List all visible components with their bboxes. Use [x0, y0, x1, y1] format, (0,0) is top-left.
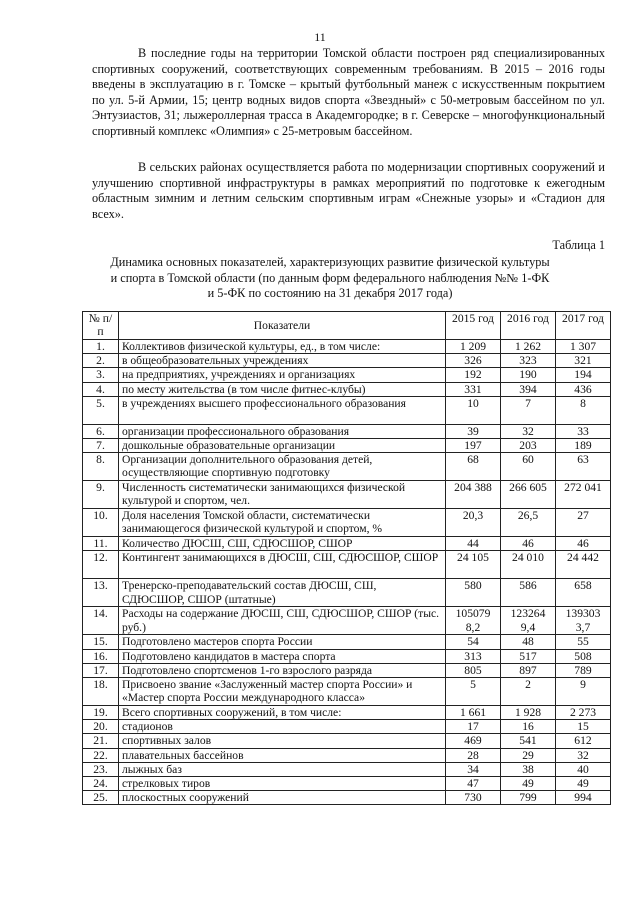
row-value-2016: 394	[501, 382, 556, 396]
row-indicator: Доля населения Томской области, систематически занимающегося физической культурой и спортом, %	[119, 509, 446, 537]
row-value-2016: 48	[501, 635, 556, 649]
table-row	[83, 649, 611, 663]
row-value-2015: 105079 8,2	[446, 607, 501, 635]
row-indicator: Подготовлено мастеров спорта России	[119, 635, 446, 649]
row-number: 20.	[83, 720, 119, 734]
table-row	[83, 762, 611, 776]
row-value-2017: 1 307	[556, 340, 611, 354]
paragraph-sports-facilities: В последние годы на территории Томской области построен ряд специализированных спортивных сооружений, соответствующих современным требованиям. В 2015 – 2016 годы введены в эксплуатацию в г. Томске – крытый футбольный манеж с искусственным покрытием по ул. 5-й Армии, 15; центр водных видов спорта «Звездный» с 50-метровым бассейном по ул. Энтузиастов, 31; лыжероллерная трасса в Академгородке; в г. Северске – многофункциональный спортивный комплекс «Олимпия» с 25-метровым бассейном.	[92, 46, 605, 138]
table-row	[83, 368, 611, 382]
row-value-2016: 541	[501, 734, 556, 748]
row-number: 1.	[83, 340, 119, 354]
table-row	[83, 424, 611, 438]
row-value-2017: 189	[556, 439, 611, 453]
row-number: 24.	[83, 777, 119, 791]
row-value-2015: 39	[446, 424, 501, 438]
table-row	[83, 453, 611, 481]
paragraph-rural-areas: В сельских районах осуществляется работа по модернизации спортивных сооружений и улучшению спортивной инфраструктуры в рамках мероприятий по подготовке к ежегодным областным зимним и летним сельским спортивным играм «Снежные узоры» и «Стадион для всех».	[92, 160, 605, 221]
table-caption: Динамика основных показателей, характеризующих развитие физической культуры и спорта в Томской области (по данным форм федерального наблюдения №№ 1-ФК и 5-ФК по состоянию на 31 декабря 2017 года)	[110, 255, 550, 301]
row-number: 17.	[83, 663, 119, 677]
row-number: 18.	[83, 678, 119, 706]
row-number: 7.	[83, 439, 119, 453]
row-value-2015: 20,3	[446, 509, 501, 537]
row-value-2017: 789	[556, 663, 611, 677]
row-value-2016: 323	[501, 354, 556, 368]
row-number: 22.	[83, 748, 119, 762]
row-number: 4.	[83, 382, 119, 396]
row-number: 15.	[83, 635, 119, 649]
header-indicator: Показатели	[119, 312, 446, 340]
row-value-2015: 1 661	[446, 706, 501, 720]
row-indicator: Тренерско-преподавательский состав ДЮСШ, СШ, СДЮСШОР, СШОР (штатные)	[119, 579, 446, 607]
row-indicator: Коллективов физической культуры, ед., в том числе:	[119, 340, 446, 354]
row-indicator: дошкольные образовательные организации	[119, 439, 446, 453]
table-row	[83, 481, 611, 509]
row-indicator: Количество ДЮСШ, СШ, СДЮСШОР, СШОР	[119, 537, 446, 551]
table-row	[83, 734, 611, 748]
table-label: Таблица 1	[552, 238, 605, 252]
row-value-2015: 580	[446, 579, 501, 607]
row-value-2016: 26,5	[501, 509, 556, 537]
row-value-2016: 16	[501, 720, 556, 734]
row-value-2015: 44	[446, 537, 501, 551]
row-indicator: Присвоено звание «Заслуженный мастер спорта России» и «Мастер спорта России международного класса»	[119, 678, 446, 706]
row-value-2016: 586	[501, 579, 556, 607]
row-number: 25.	[83, 791, 119, 805]
row-value-2017: 49	[556, 777, 611, 791]
row-indicator: на предприятиях, учреждениях и организациях	[119, 368, 446, 382]
row-value-2017: 33	[556, 424, 611, 438]
row-value-2015: 17	[446, 720, 501, 734]
page-number: 11	[314, 30, 326, 44]
table-row	[83, 340, 611, 354]
row-number: 10.	[83, 509, 119, 537]
row-value-2017: 32	[556, 748, 611, 762]
row-value-2017: 321	[556, 354, 611, 368]
row-number: 9.	[83, 481, 119, 509]
row-value-2017: 27	[556, 509, 611, 537]
row-value-2016: 38	[501, 762, 556, 776]
row-value-2015: 331	[446, 382, 501, 396]
row-value-2017: 508	[556, 649, 611, 663]
row-value-2017: 9	[556, 678, 611, 706]
row-indicator: Численность систематически занимающихся физической культурой и спортом, чел.	[119, 481, 446, 509]
row-value-2015: 28	[446, 748, 501, 762]
row-number: 14.	[83, 607, 119, 635]
row-number: 23.	[83, 762, 119, 776]
row-indicator: плоскостных сооружений	[119, 791, 446, 805]
row-value-2015: 192	[446, 368, 501, 382]
row-value-2016: 799	[501, 791, 556, 805]
row-number: 2.	[83, 354, 119, 368]
table-row	[83, 748, 611, 762]
row-value-2016: 266 605	[501, 481, 556, 509]
row-value-2017: 272 041	[556, 481, 611, 509]
row-indicator: стрелковых тиров	[119, 777, 446, 791]
row-value-2017: 658	[556, 579, 611, 607]
header-2017: 2017 год	[556, 312, 611, 340]
row-indicator: лыжных баз	[119, 762, 446, 776]
header-num: № п/п	[83, 312, 119, 340]
row-value-2017: 55	[556, 635, 611, 649]
row-number: 6.	[83, 424, 119, 438]
row-value-2017: 40	[556, 762, 611, 776]
row-indicator: спортивных залов	[119, 734, 446, 748]
row-indicator: организации профессионального образования	[119, 424, 446, 438]
row-indicator: в общеобразовательных учреждениях	[119, 354, 446, 368]
row-value-2017: 612	[556, 734, 611, 748]
table-row	[83, 382, 611, 396]
row-indicator: стадионов	[119, 720, 446, 734]
row-value-2015: 313	[446, 649, 501, 663]
row-number: 21.	[83, 734, 119, 748]
row-value-2016: 7	[501, 396, 556, 424]
table-row	[83, 720, 611, 734]
table-row	[83, 706, 611, 720]
row-value-2015: 10	[446, 396, 501, 424]
row-indicator: Подготовлено спортсменов 1-го взрослого разряда	[119, 663, 446, 677]
row-value-2015: 469	[446, 734, 501, 748]
row-value-2016: 60	[501, 453, 556, 481]
row-value-2015: 5	[446, 678, 501, 706]
row-indicator: по месту жительства (в том числе фитнес-клубы)	[119, 382, 446, 396]
row-value-2017: 436	[556, 382, 611, 396]
row-indicator: Организации дополнительного образования детей, осуществляющие спортивную подготовку	[119, 453, 446, 481]
table-row	[83, 439, 611, 453]
row-value-2016: 517	[501, 649, 556, 663]
row-value-2015: 197	[446, 439, 501, 453]
row-value-2016: 2	[501, 678, 556, 706]
row-indicator: в учреждениях высшего профессионального образования	[119, 396, 446, 424]
row-value-2016: 897	[501, 663, 556, 677]
row-value-2016: 24 010	[501, 551, 556, 579]
row-number: 5.	[83, 396, 119, 424]
row-number: 11.	[83, 537, 119, 551]
row-value-2017: 139303 3,7	[556, 607, 611, 635]
table-row	[83, 354, 611, 368]
row-number: 19.	[83, 706, 119, 720]
row-value-2017: 2 273	[556, 706, 611, 720]
row-number: 8.	[83, 453, 119, 481]
row-value-2016: 123264 9,4	[501, 607, 556, 635]
row-indicator: Всего спортивных сооружений, в том числе:	[119, 706, 446, 720]
row-value-2016: 190	[501, 368, 556, 382]
row-value-2015: 204 388	[446, 481, 501, 509]
table-row	[83, 678, 611, 706]
row-value-2017: 8	[556, 396, 611, 424]
row-value-2016: 32	[501, 424, 556, 438]
row-indicator: Расходы на содержание ДЮСШ, СШ, СДЮСШОР, СШОР (тыс. руб.)	[119, 607, 446, 635]
row-value-2015: 47	[446, 777, 501, 791]
row-number: 16.	[83, 649, 119, 663]
row-value-2017: 24 442	[556, 551, 611, 579]
table-row	[83, 663, 611, 677]
table-row	[83, 579, 611, 607]
row-value-2015: 805	[446, 663, 501, 677]
table-row	[83, 509, 611, 537]
table-row	[83, 777, 611, 791]
row-value-2015: 24 105	[446, 551, 501, 579]
row-value-2015: 34	[446, 762, 501, 776]
header-2016: 2016 год	[501, 312, 556, 340]
table-row	[83, 791, 611, 805]
row-number: 3.	[83, 368, 119, 382]
row-value-2017: 194	[556, 368, 611, 382]
row-value-2015: 326	[446, 354, 501, 368]
row-value-2015: 730	[446, 791, 501, 805]
indicators-table	[82, 311, 611, 805]
table-row	[83, 551, 611, 579]
row-value-2015: 68	[446, 453, 501, 481]
row-value-2017: 63	[556, 453, 611, 481]
row-value-2016: 46	[501, 537, 556, 551]
row-value-2016: 203	[501, 439, 556, 453]
row-value-2017: 15	[556, 720, 611, 734]
table-row	[83, 396, 611, 424]
row-value-2015: 1 209	[446, 340, 501, 354]
row-indicator: Подготовлено кандидатов в мастера спорта	[119, 649, 446, 663]
row-number: 12.	[83, 551, 119, 579]
table-header-row	[83, 312, 611, 340]
row-value-2017: 994	[556, 791, 611, 805]
row-value-2016: 1 928	[501, 706, 556, 720]
table-row	[83, 607, 611, 635]
header-2015: 2015 год	[446, 312, 501, 340]
row-value-2016: 49	[501, 777, 556, 791]
row-value-2015: 54	[446, 635, 501, 649]
row-indicator: плавательных бассейнов	[119, 748, 446, 762]
table-row	[83, 635, 611, 649]
row-value-2016: 29	[501, 748, 556, 762]
row-value-2017: 46	[556, 537, 611, 551]
row-number: 13.	[83, 579, 119, 607]
row-value-2016: 1 262	[501, 340, 556, 354]
table-row	[83, 537, 611, 551]
row-indicator: Контингент занимающихся в ДЮСШ, СШ, СДЮСШОР, СШОР	[119, 551, 446, 579]
